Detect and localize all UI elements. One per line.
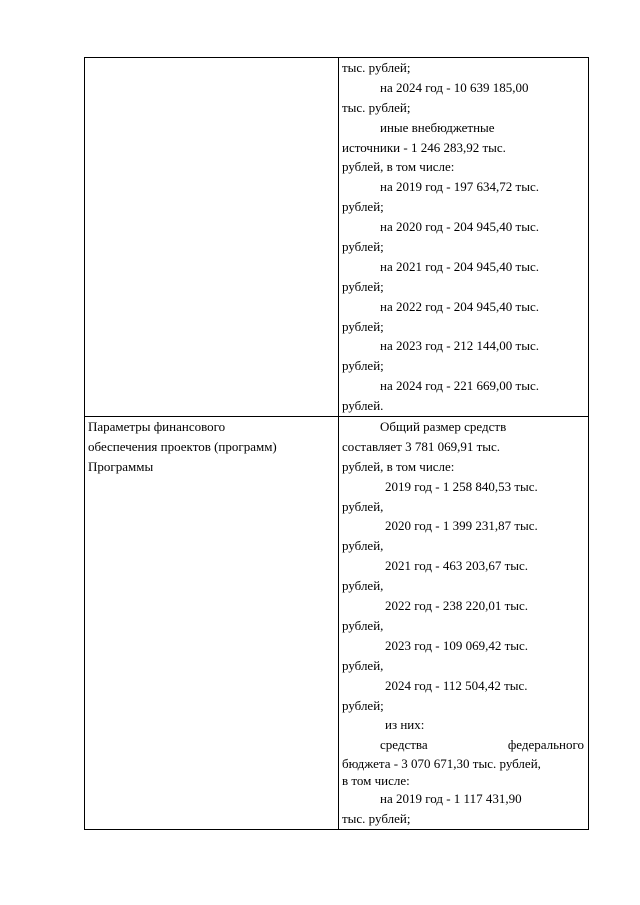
text-line: рублей; [342,318,384,334]
row2-text-block [342,417,586,735]
text-line: в том числе: [342,773,410,789]
text-line: 2022 год - 238 220,01 тыс. [385,598,529,614]
text-line: рублей, [342,538,384,554]
text-line: из них: [385,717,425,733]
row1-text-block [342,58,586,416]
text-line: тыс. рублей; [342,99,411,115]
text-line: рублей, [342,578,384,594]
text-line: рублей, [342,657,384,673]
text-line: составляет 3 781 069,91 тыс. [342,438,501,454]
table-row [85,58,589,417]
text-line: 2024 год - 112 504,42 тыс. [385,677,528,693]
text-line: рублей; [342,697,384,713]
text-line: рублей; [342,199,384,215]
text-line: рублей, [342,617,384,633]
tight-lines-block [342,755,586,789]
text-line: на 2021 год - 204 945,40 тыс. [380,258,539,274]
row1-right-cell [339,58,589,417]
text-line: на 2024 год - 221 669,00 тыс. [380,378,539,394]
text-line: рублей; [342,278,384,294]
table-row [85,417,589,830]
row2-left-cell [85,417,339,830]
justified-right-word: федерального [507,737,584,753]
row2-right-cell [339,417,589,830]
text-line: обеспечения проектов (программ) [88,438,277,454]
text-line: рублей, в том числе: [342,159,455,175]
text-line: рублей, [342,498,384,514]
financing-table [84,57,589,830]
text-line: на 2019 год - 197 634,72 тыс. [380,179,539,195]
text-line: на 2019 год - 1 117 431,90 [380,791,522,807]
text-line: рублей, в том числе: [342,458,455,474]
text-line: 2019 год - 1 258 840,53 тыс. [385,478,538,494]
text-line: на 2020 год - 204 945,40 тыс. [380,219,539,235]
text-line: на 2022 год - 204 945,40 тыс. [380,298,539,314]
justified-left-word: средства [380,737,428,753]
text-line: тыс. рублей; [342,811,411,827]
text-line: 2021 год - 463 203,67 тыс. [385,558,529,574]
parameters-label [88,417,336,477]
text-line: иные внебюджетные [380,119,495,135]
text-line: источники - 1 246 283,92 тыс. [342,139,506,155]
justified-line [342,735,586,755]
tail-lines-block [342,789,586,829]
text-line: Общий размер средств [380,419,507,435]
text-line: 2020 год - 1 399 231,87 тыс. [385,518,538,534]
text-line: рублей; [342,239,384,255]
text-line: 2023 год - 109 069,42 тыс. [385,637,529,653]
text-line: тыс. рублей; [342,60,411,75]
text-line: Параметры финансового [88,419,226,435]
text-line: на 2023 год - 212 144,00 тыс. [380,338,539,354]
text-line: рублей; [342,358,384,374]
text-line: на 2024 год - 10 639 185,00 [380,79,529,95]
row1-left-cell [85,58,339,417]
text-line: рублей. [342,398,384,414]
text-line: бюджета - 3 070 671,30 тыс. рублей, [342,756,541,772]
text-line: Программы [88,458,154,474]
